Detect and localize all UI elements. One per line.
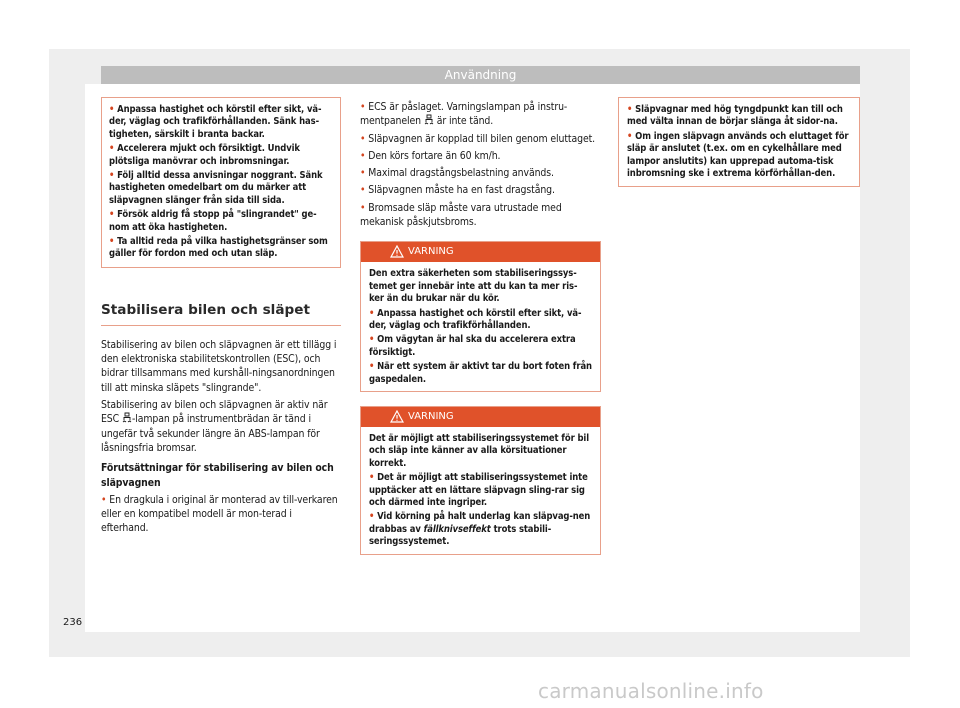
warning-body: [361, 427, 600, 554]
bullet-icon: •: [369, 511, 378, 523]
list-item: • Följ alltid dessa anvisningar noggrant. Sänk hastigheten omedelbart om du märker att släpvagnen slänger från sida till sida.: [109, 170, 323, 206]
bullet-icon: •: [109, 236, 118, 248]
bullet-icon: •: [627, 130, 636, 142]
list-item: • Släpvagnen är kopplad till bilen genom eluttaget.: [360, 132, 596, 145]
list-item: • Anpassa hastighet och körstil efter sikt, vä-der, väglag och trafikförhållanden.: [369, 307, 582, 331]
esc-warning-icon: [424, 114, 434, 125]
watermark: carmanualsonline.info: [538, 679, 764, 703]
left-column: [101, 97, 341, 539]
warning-header: [361, 242, 600, 262]
bullet-icon: •: [369, 307, 378, 319]
warning-triangle-icon: [390, 245, 404, 258]
bullet-icon: •: [360, 101, 369, 113]
list-item: • Om ingen släpvagn används och eluttaget för släp är anslutet (t.ex. om en cykelhållare med lampor anslutits) kan upprepad automa-tisk inbromsning ske i extrema körförhållan-den.: [627, 130, 849, 180]
prerequisites-title: Förutsättningar för stabilisering av bilen och släpvagnen: [101, 462, 334, 489]
list-item: • Försök aldrig få stopp på "slingrandet" ge-nom att öka hastigheten.: [109, 209, 317, 233]
section-divider: [101, 325, 341, 326]
warning-box-2: [360, 406, 601, 555]
caution-box-right: [618, 97, 860, 187]
list-item: • Maximal dragstångsbelastning används.: [360, 167, 554, 180]
list-item: • Bromsade släp måste vara utrustade med mekanisk påskjutsbroms.: [360, 201, 562, 229]
bullet-icon: •: [360, 167, 369, 180]
paragraph: Stabilisering av bilen och släpvagnen är aktiv när ESC -lampan på instrumentbrädan är tänd i ungefär två sekunder längre än ABS-lampan för låsningsfria bromsar.: [101, 399, 328, 454]
bullet-icon: •: [369, 361, 378, 373]
bullet-icon: •: [369, 334, 378, 346]
list-item: • Släpvagnar med hög tyngdpunkt kan till och med välta innan de börjar slänga åt sidor-na.: [627, 104, 843, 128]
bullet-icon: •: [627, 104, 636, 115]
middle-column: [360, 100, 601, 555]
bullet-icon: •: [360, 201, 369, 214]
bullet-icon: •: [109, 104, 118, 115]
list-item: • ECS är påslaget. Varningslampan på instru-mentpanelen är inte tänd.: [360, 101, 568, 128]
list-item: • Anpassa hastighet och körstil efter sikt, vä-der, väglag och trafikförhållanden. Sänk has-tigheten, särskilt i branta backar.: [109, 104, 322, 140]
warning-header: [361, 407, 600, 427]
warning-triangle-icon: [390, 410, 404, 423]
list-item: • Om vägytan är hal ska du accelerera extra försiktigt.: [369, 334, 576, 358]
bullet-icon: •: [101, 493, 110, 506]
warning-label: VARNING: [408, 411, 454, 423]
list-item: • Accelerera mjukt och försiktigt. Undvik plötsliga manövrar och inbromsningar.: [109, 143, 300, 167]
list-item: • En dragkula i original är monterad av till-verkaren eller en kompatibel modell är mon-terad i efterhand.: [101, 493, 338, 535]
section-heading-block: [101, 301, 341, 326]
header-title: Användning: [444, 68, 517, 82]
esc-warning-icon: [122, 412, 132, 423]
list-item: • Den körs fortare än 60 km/h.: [360, 149, 501, 162]
bullet-icon: •: [109, 209, 118, 221]
caution-box-left: [101, 97, 341, 268]
list-item: • Vid körning på halt underlag kan släpvag-nen drabbas av fällknivseffekt trots stabili-seringssystemet.: [369, 511, 591, 548]
bullet-icon: •: [109, 143, 118, 155]
list-item: • Släpvagnen måste ha en fast dragstång.: [360, 184, 555, 197]
right-column: [618, 97, 860, 187]
bullet-icon: •: [360, 184, 369, 197]
list-item: • Det är möjligt att stabiliseringssystemet inte upptäcker att en lättare släpvagn sling-rar sig och därmed inte ingriper.: [369, 472, 588, 509]
bullet-icon: •: [360, 149, 369, 162]
list-item: • När ett system är aktivt tar du bort foten från gaspedalen.: [369, 361, 592, 385]
bullet-icon: •: [369, 472, 378, 484]
warning-intro: Den extra säkerheten som stabiliseringssys-temet ger innebär inte att du kan ta mer ris-ker än du brukar när du kör.: [369, 268, 578, 305]
page-number: 236: [63, 617, 83, 628]
section-body: [101, 338, 341, 536]
bullet-icon: •: [360, 132, 369, 145]
page-header: [101, 66, 860, 84]
warning-body: [361, 262, 600, 391]
bullet-icon: •: [109, 170, 118, 182]
section-title: Stabilisera bilen och släpet: [101, 301, 310, 318]
warning-label: VARNING: [408, 246, 454, 258]
warning-box-1: [360, 241, 601, 392]
list-item: • Ta alltid reda på vilka hastighetsgränser som gäller för fordon med och utan släp.: [109, 236, 328, 260]
paragraph: Stabilisering av bilen och släpvagnen är ett tillägg i den elektroniska stabilitetskontrollen (ESC), och bidrar tillsammans med kurshåll-ningsanordningen till att minska släpets "slingrande".: [101, 338, 337, 394]
warning-intro: Det är möjligt att stabiliseringssystemet för bil och släp inte känner av alla körsituationer korrekt.: [369, 433, 589, 469]
